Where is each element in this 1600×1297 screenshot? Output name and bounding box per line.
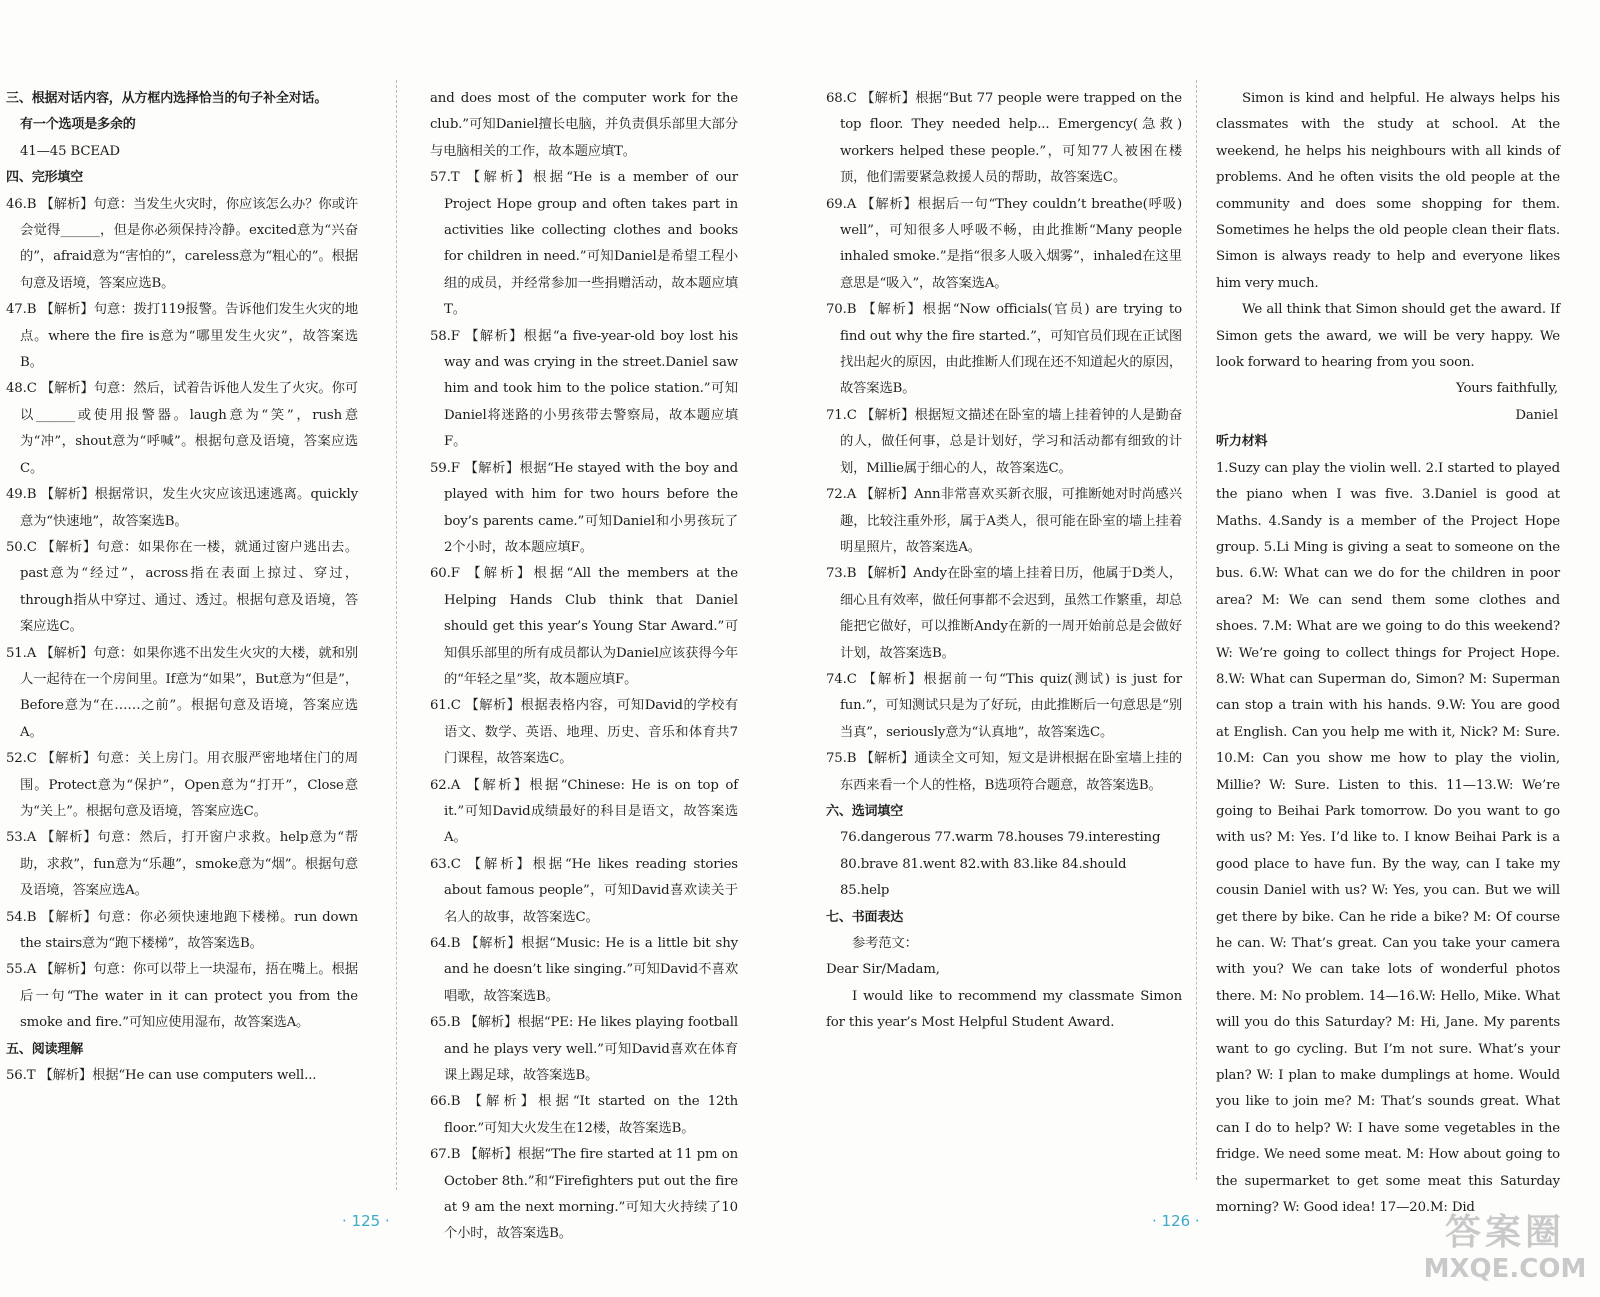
answer-63: 63.C 【解析】根据“He likes reading stories about famous people”，可知David喜欢读关于名人的故事，故答案选C。 bbox=[430, 856, 738, 925]
answer-74: 74.C 【解析】根据前一句“This quiz(测试) is just for fun.”，可知测试只是为了好玩，由此推断后一句意思是“别当真”，seriously意为“认真地”，故答案选C。 bbox=[826, 671, 1182, 740]
answers-76-79: 76.dangerous 77.warm 78.houses 79.interesting bbox=[840, 830, 1161, 846]
section-3-subtitle: 有一个选项是多余的 bbox=[20, 117, 136, 133]
letter-paragraph-3: We all think that Simon should get the award. If Simon gets the award, we will be very happy. We look forward to hearing from you soon. bbox=[1216, 302, 1560, 371]
letter-closing: Yours faithfully, bbox=[1455, 381, 1558, 397]
answer-60: 60.F 【解析】根据“All the members at the Helping Hands Club think that Daniel should get this year’s Young Star Award.”可知俱乐部里的所有成员都认为Daniel应该获得今年的“年轻之星”奖，故本题应填F。 bbox=[430, 566, 738, 687]
answer-65: 65.B 【解析】根据“PE: He likes playing football and he plays very well.”可知David喜欢在体育课上踢足球，故答案选B。 bbox=[430, 1015, 738, 1084]
answer-48: 48.C 【解析】句意：然后，试着告诉他人发生了火灾。你可以______或使用报警器。laugh意为“笑”，rush意为“冲”，shout意为“呼喊”。根据句意及语境，答案应选C。 bbox=[6, 381, 358, 476]
answer-59: 59.F 【解析】根据“He stayed with the boy and played with him for two hours before the boy’s parents came.”可知Daniel和小男孩玩了2个小时，故本题应填F。 bbox=[430, 460, 738, 555]
answer-41-45: 41—45 BCEAD bbox=[20, 143, 120, 159]
listening-title: 听力材料 bbox=[1216, 434, 1268, 450]
right-page-column-1 bbox=[826, 86, 1182, 1037]
column-divider-right bbox=[1196, 80, 1197, 1180]
answer-50: 50.C 【解析】句意：如果你在一楼，就通过窗户逃出去。past意为“经过”，across指在表面上掠过、穿过，through指从中穿过、通过、透过。根据句意及语境，答案应选C。 bbox=[6, 539, 358, 635]
answer-56: 56.T 【解析】根据“He can use computers well... bbox=[6, 1068, 317, 1084]
answer-64: 64.B 【解析】根据“Music: He is a little bit shy and he doesn’t like singing.”可知David不喜欢唱歌，故答案选B。 bbox=[430, 936, 738, 1004]
answers-80-84: 80.brave 81.went 82.with 83.like 84.should bbox=[840, 856, 1127, 872]
answer-85: 85.help bbox=[840, 883, 890, 899]
answer-71: 71.C 【解析】根据短文描述在卧室的墙上挂着钟的人是勤奋的人，做任何事，总是计划好，学习和活动都有细致的计划，Millie属于细心的人，故答案选C。 bbox=[826, 407, 1182, 476]
section-6-title: 六、选词填空 bbox=[826, 803, 904, 819]
answer-70: 70.B 【解析】根据“Now officials(官员) are trying to find out why the fire started.”，可知官员们现在正试图找出起火的原因，由此推断人们现在还不知道起火的原因，故答案选B。 bbox=[826, 302, 1182, 397]
left-page-column-2 bbox=[430, 86, 738, 1248]
section-5-title: 五、阅读理解 bbox=[6, 1041, 84, 1057]
sample-essay-label: 参考范文： bbox=[852, 936, 918, 951]
section-7-title: 七、书面表达 bbox=[826, 909, 904, 925]
letter-salutation: Dear Sir/Madam, bbox=[826, 962, 940, 978]
answer-51: 51.A 【解析】句意：如果你逃不出发生火灾的大楼，就和别人一起待在一个房间里。If意为“如果”，But意为“但是”，Before意为“在……之前”。根据句意及语境，答案应选A。 bbox=[6, 645, 358, 740]
answer-69: 69.A 【解析】根据后一句“They couldn’t breathe(呼吸) well”，可知很多人呼吸不畅，由此推断“Many people inhaled smoke.”是指“很多人吸入烟雾”，inhaled在这里意思是“吸入”，故答案选A。 bbox=[826, 196, 1182, 291]
right-page-column-2 bbox=[1216, 86, 1560, 1221]
left-page-column-1 bbox=[6, 86, 358, 1089]
answer-72: 72.A 【解析】Ann非常喜欢买新衣服，可推断她对时尚感兴趣，比较注重外形，属于A类人，很可能在卧室的墙上挂着明星照片，故答案选A。 bbox=[826, 487, 1182, 555]
answer-57: 57.T 【解析】根据“He is a member of our Project Hope group and often takes part in activities like collecting clothes and books for children in need.”可知Daniel是希望工程小组的成员，并经常参加一些捐赠活动，故本题应填T。 bbox=[430, 170, 738, 318]
answer-54: 54.B 【解析】句意：你必须快速地跑下楼梯。run down the stairs意为“跑下楼梯”，故答案选B。 bbox=[6, 909, 358, 951]
page-number-right: · 126 · bbox=[1152, 1212, 1200, 1230]
answer-56-continued: and does most of the computer work for the club.”可知Daniel擅长电脑，并负责俱乐部里大部分与电脑相关的工作，故本题应填T。 bbox=[430, 91, 738, 159]
answer-46: 46.B 【解析】句意：当发生火灾时，你应该怎么办？你或许会觉得______，但是你必须保持冷静。excited意为“兴奋的”，afraid意为“害怕的”，careless意为“粗心的”。根据句意及语境，答案应选B。 bbox=[6, 196, 358, 291]
answer-53: 53.A 【解析】句意：然后，打开窗户求救。help意为“帮助，求救”，fun意为“乐趣”，smoke意为“烟”。根据句意及语境，答案应选A。 bbox=[6, 830, 358, 899]
listening-transcript: 1.Suzy can play the violin well. 2.I started to played the piano when I was five. 3.Daniel is good at Maths. 4.Sandy is a member of the Project Hope group. 5.Li Ming is giving a seat to someone on the bus. 6.W: What can we do for the children in poor area? M: We can send them some clothes and shoes. 7.M: What are we going to do this weekend? W: We’re going to collect things for Project Hope. 8.W: What can Superman do, Simon? M: Superman can stop a train with his hands. 9.W: You are good at English. Can you help me with it, Nick? M: Sure. 10.M: Can you show me how to play the violin, Millie? W: Sure. Listen to this. 11—13.W: We’re going to Beihai Park tomorrow. Do you want to go with us? M: Yes. I’d like to. I know Beihai Park is a good place to have fun. By the way, can I take my cousin Daniel with us? W: Yes, you can. But we will get there by bike. Can he ride a bike? M: Of course he can. W: That’s great. Can you take your camera with you? We can take lots of wonderful photos there. M: No problem. 14—16.W: Hello, Mike. What will you do this Saturday? M: Hi, Jane. My parents want to go cycling. But I’m not sure. What’s your plan? W: I plan to make dumplings at home. Would you like to join me? M: That’s sounds great. What can I do to help? W: I have some vegetables in the fridge. We need some meat. M: How about going to the supermarket to get some meat this Saturday morning? W: Good idea! 17—20.M: Did bbox=[1216, 460, 1560, 1216]
answer-61: 61.C 【解析】根据表格内容，可知David的学校有语文、数学、英语、地理、历史、音乐和体育共7门课程，故答案选C。 bbox=[430, 698, 738, 767]
answer-47: 47.B 【解析】句意：拨打119报警。告诉他们发生火灾的地点。where the fire is意为“哪里发生火灾”，故答案选B。 bbox=[6, 302, 358, 371]
section-3-title: 三、根据对话内容，从方框内选择恰当的句子补全对话。 bbox=[6, 91, 328, 106]
answer-75: 75.B 【解析】通读全文可知，短文是讲根据在卧室墙上挂的东西来看一个人的性格，B选项符合题意，故答案选B。 bbox=[826, 751, 1182, 793]
answer-58: 58.F 【解析】根据“a five-year-old boy lost his way and was crying in the street.Daniel saw him and took him to the police station.”可知Daniel将迷路的小男孩带去警察局，故本题应填F。 bbox=[430, 328, 738, 450]
answer-55: 55.A 【解析】句意：你可以带上一块湿布，捂在嘴上。根据后一句“The water in it can protect you from the smoke and fire.”可知应使用湿布，故答案选A。 bbox=[6, 962, 358, 1031]
column-divider bbox=[396, 80, 397, 1190]
watermark-cn: 答案圈 bbox=[1444, 1212, 1565, 1253]
letter-paragraph-2: Simon is kind and helpful. He always helps his classmates with the study at school. At the weekend, he helps his neighbours with all kinds of problems. And he often visits the old people at the community and does some shopping for them. Sometimes he helps the old people clean their flats. Simon is always ready to help and everyone likes him very much. bbox=[1216, 91, 1560, 291]
answer-49: 49.B 【解析】根据常识，发生火灾应该迅速逃离。quickly意为“快速地”，故答案选B。 bbox=[6, 487, 358, 529]
answer-68: 68.C 【解析】根据“But 77 people were trapped on the top floor. They needed help... Emergency(急救) workers helped these people.”，可知77人被困在楼顶，他们需要紧急救援人员的帮助，故答案选C。 bbox=[826, 91, 1182, 186]
letter-paragraph-1: I would like to recommend my classmate Simon for this year’s Most Helpful Student Award. bbox=[826, 988, 1182, 1031]
letter-signature: Daniel bbox=[1515, 407, 1558, 423]
answer-62: 62.A 【解析】根据“Chinese: He is on top of it.”可知David成绩最好的科目是语文，故答案选A。 bbox=[430, 777, 738, 846]
page-number-left: · 125 · bbox=[342, 1212, 390, 1230]
section-4-title: 四、完形填空 bbox=[6, 170, 84, 186]
answer-73: 73.B 【解析】Andy在卧室的墙上挂着日历，他属于D类人，细心且有效率，做任何事都不会迟到，虽然工作繁重，却总能把它做好，可以推断Andy在新的一周开始前总是会做好计划，故答案选B。 bbox=[826, 566, 1182, 661]
watermark-logo bbox=[1420, 1212, 1590, 1292]
answer-52: 52.C 【解析】句意：关上房门。用衣服严密地堵住门的周围。Protect意为“保护”，Open意为“打开”，Close意为“关上”。根据句意及语境，答案应选C。 bbox=[6, 751, 358, 819]
watermark-en: MXQE.COM bbox=[1423, 1254, 1587, 1284]
answer-66: 66.B 【解析】根据“It started on the 12th floor.”可知大火发生在12楼，故答案选B。 bbox=[430, 1094, 738, 1136]
answer-67: 67.B 【解析】根据“The fire started at 11 pm on October 8th.”和“Firefighters put out the fire at 9 am the next morning.”可知大火持续了10个小时，故答案选B。 bbox=[430, 1147, 738, 1242]
